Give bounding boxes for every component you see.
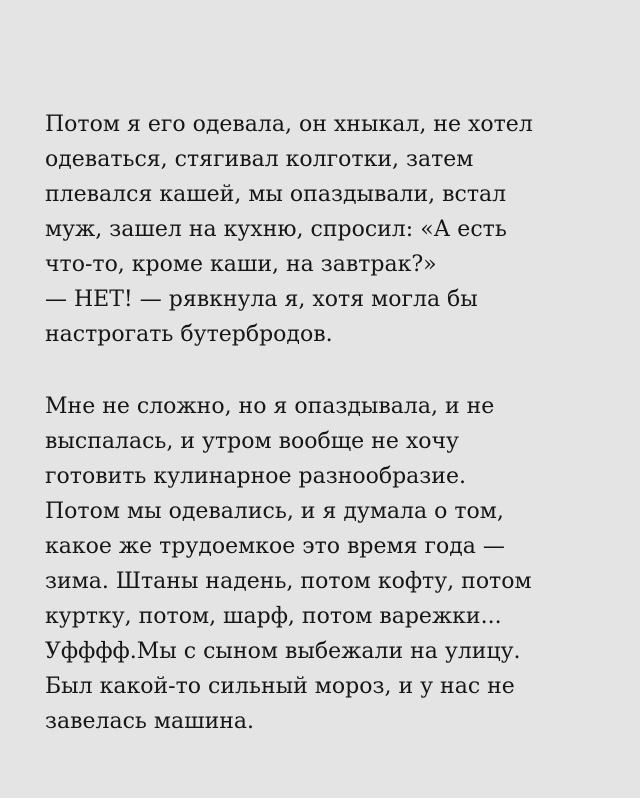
text-line: что-то, кроме каши, на завтрак?» [45,252,437,277]
text-line: Был какой-то сильный мороз, и у нас не [45,674,515,699]
text-line: настрогать бутербродов. [45,322,333,347]
text-line: выспалась, и утром вообще не хочу [45,429,459,454]
text-line: Потом я его одевала, он хныкал, не хотел [45,112,533,137]
paragraph-2 [45,389,600,739]
text-line: Мне не сложно, но я опаздывала, и не [45,394,495,419]
text-line: какое же трудоемкое это время года — [45,534,505,559]
text-line: плевался кашей, мы опаздывали, встал [45,182,507,207]
text-line: Потом мы одевались, и я думала о том, [45,499,504,524]
text-line: Уфффф.Мы с сыном выбежали на улицу. [45,639,521,664]
text-line: куртку, потом, шарф, потом варежки... [45,604,502,629]
text-line: готовить кулинарное разнообразие. [45,464,466,489]
text-line: — НЕТ! — рявкнула я, хотя могла бы [45,287,478,312]
paragraph-1 [45,107,600,352]
text-line: одеваться, стягивал колготки, затем [45,147,474,172]
text-line: завелась машина. [45,709,255,734]
text-line: зима. Штаны надень, потом кофту, потом [45,569,532,594]
text-line: муж, зашел на кухню, спросил: «А есть [45,217,507,242]
